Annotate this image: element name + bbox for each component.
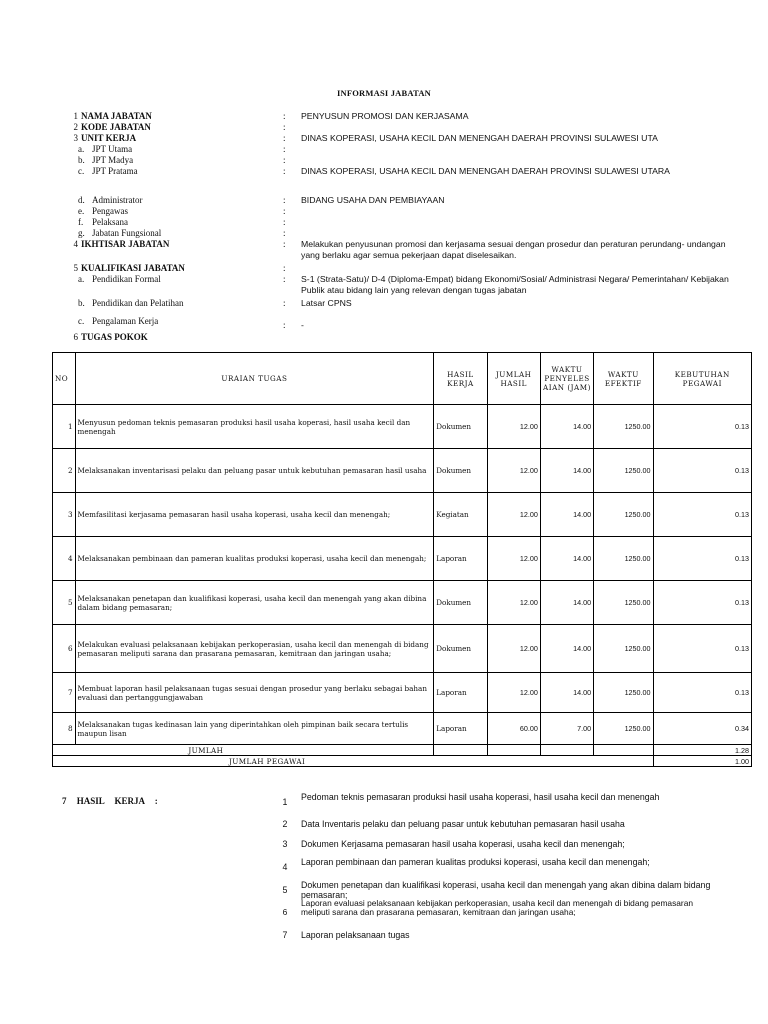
jumlah-value: 1.28 — [653, 745, 751, 756]
item-number: 2 — [73, 122, 78, 132]
row-uraian: Melaksanakan inventarisasi pelaku dan peluang pasar untuk kebutuhan pemasaran hasil usaha — [75, 449, 434, 493]
hasil-item — [280, 839, 720, 850]
hasil-item-text: Dokumen Kerjasama pemasaran hasil usaha koperasi, usaha kecil dan menengah; — [301, 839, 625, 849]
table-row — [53, 493, 752, 537]
hasil-item-number: 4 — [282, 862, 288, 872]
document-title: INFORMASI JABATAN — [337, 88, 431, 98]
item-letter: b. — [78, 155, 85, 165]
info-pengawas — [0, 206, 768, 217]
row-uraian: Melaksanakan pembinaan dan pameran kualitas produksi koperasi, usaha kecil dan menengah; — [75, 537, 434, 581]
item-number: 5 — [73, 263, 78, 273]
row-uraian: Melakukan evaluasi pelaksanaan kebijakan perkoperasian, usaha kecil dan menengah di bidang pemasaran meliputi sarana dan prasarana pemasaran, kemitraan dan jaringan usaha; — [75, 625, 434, 673]
hasil-item — [280, 857, 720, 879]
item-letter: a. — [78, 144, 85, 154]
row-kebutuhan: 0.13 — [653, 537, 751, 581]
row-uraian: Menyusun pedoman teknis pemasaran produksi hasil usaha koperasi, hasil usaha kecil dan menengah — [75, 405, 434, 449]
row-waktu: 14.00 — [540, 625, 593, 673]
table-row — [53, 673, 752, 713]
tugas-pokok-table — [52, 352, 752, 767]
info-kualifikasi — [0, 263, 768, 274]
jumlah-row — [53, 745, 752, 756]
hasil-item-text: Laporan pelaksanaan tugas — [301, 930, 410, 940]
item-letter: d. — [78, 195, 85, 205]
row-jumlah: 12.00 — [487, 405, 540, 449]
row-efektif: 1250.00 — [594, 581, 653, 625]
info-pelaksana — [0, 217, 768, 228]
field-value: PENYUSUN PROMOSI DAN KERJASAMA — [301, 111, 469, 121]
table-row — [53, 537, 752, 581]
hasil-item-number: 5 — [282, 885, 288, 895]
info-pendidikan-formal — [0, 274, 768, 296]
row-efektif: 1250.00 — [594, 625, 653, 673]
item-number: 1 — [73, 111, 78, 121]
row-jumlah: 12.00 — [487, 537, 540, 581]
info-jpt-utama — [0, 144, 768, 155]
jumlah-pegawai-value: 1.00 — [653, 756, 751, 767]
row-kebutuhan: 0.13 — [653, 449, 751, 493]
item-letter: b. — [78, 298, 85, 308]
colon: : — [283, 228, 286, 238]
colon: : — [283, 122, 286, 132]
jumlah-pegawai-label: JUMLAH PEGAWAI — [53, 756, 654, 767]
row-hasil: Dokumen — [434, 581, 487, 625]
field-label: NAMA JABATAN — [81, 111, 152, 121]
hasil-item-number: 7 — [282, 930, 288, 940]
hasil-item-text: Dokumen penetapan dan kualifikasi koperasi, usaha kecil dan menengah yang akan dibina dalam bidang pemasaran; — [301, 880, 711, 900]
colon: : — [283, 155, 286, 165]
row-jumlah: 60.00 — [487, 713, 540, 745]
row-waktu: 14.00 — [540, 673, 593, 713]
colon: : — [283, 133, 286, 143]
hasil-item — [280, 792, 720, 814]
field-label: Jabatan Fungsional — [92, 228, 162, 238]
field-label: Administrator — [92, 195, 143, 205]
field-label: JPT Pratama — [92, 166, 138, 176]
row-kebutuhan: 0.13 — [653, 493, 751, 537]
item-letter: c. — [78, 166, 85, 176]
header-jumlah: JUMLAH HASIL — [487, 353, 540, 405]
row-waktu: 14.00 — [540, 493, 593, 537]
hasil-item — [280, 930, 720, 941]
row-uraian: Melaksanakan penetapan dan kualifikasi koperasi, usaha kecil dan menengah yang akan dibina dalam bidang pemasaran; — [75, 581, 434, 625]
row-kebutuhan: 0.34 — [653, 713, 751, 745]
row-hasil: Dokumen — [434, 625, 487, 673]
info-pengalaman — [0, 316, 768, 330]
row-kebutuhan: 0.13 — [653, 405, 751, 449]
hasil-item-text: Laporan pembinaan dan pameran kualitas produksi koperasi, usaha kecil dan menengah; — [301, 857, 650, 867]
row-no: 6 — [53, 625, 76, 673]
item-letter: e. — [78, 206, 85, 216]
row-no: 7 — [53, 673, 76, 713]
header-waktu-penyelesaian: WAKTU PENYELES AIAN (JAM) — [540, 353, 593, 405]
hasil-item-text: Pedoman teknis pemasaran produksi hasil usaha koperasi, hasil usaha kecil dan menengah — [301, 792, 660, 802]
row-jumlah: 12.00 — [487, 449, 540, 493]
item-number: 3 — [73, 133, 78, 143]
header-hasil: HASIL KERJA — [434, 353, 487, 405]
field-label: Pelaksana — [92, 217, 128, 227]
field-value: Latsar CPNS — [301, 298, 352, 308]
row-efektif: 1250.00 — [594, 673, 653, 713]
row-no: 8 — [53, 713, 76, 745]
row-no: 4 — [53, 537, 76, 581]
row-waktu: 7.00 — [540, 713, 593, 745]
row-efektif: 1250.00 — [594, 405, 653, 449]
row-no: 3 — [53, 493, 76, 537]
hasil-item-number: 6 — [282, 907, 288, 917]
info-ikhtisar — [0, 239, 768, 261]
row-no: 2 — [53, 449, 76, 493]
field-value: Melakukan penyusunan promosi dan kerjasama sesuai dengan prosedur dan peraturan perundang- undangan yang berlaku agar semua pekerjaan dapat diselesaikan. — [301, 239, 726, 260]
row-hasil: Laporan — [434, 713, 487, 745]
row-jumlah: 12.00 — [487, 625, 540, 673]
item-number: 4 — [73, 239, 78, 249]
colon: : — [283, 111, 286, 121]
colon: : — [283, 263, 286, 273]
row-waktu: 14.00 — [540, 581, 593, 625]
row-uraian: Melaksanakan tugas kedinasan lain yang diperintahkan oleh pimpinan baik secara tertulis maupun lisan — [75, 713, 434, 745]
row-hasil: Laporan — [434, 537, 487, 581]
info-kode-jabatan — [0, 122, 768, 133]
field-label: Pendidikan dan Pelatihan — [92, 298, 184, 308]
hasil-item-text: Laporan evaluasi pelaksanaan kebijakan perkoperasian, usaha kecil dan menengah di bidang pemasaran meliputi sarana dan prasarana pemasaran, kemitraan dan jaringan usaha; — [301, 899, 694, 917]
colon: : — [283, 144, 286, 154]
row-hasil: Laporan — [434, 673, 487, 713]
jumlah-label: JUMLAH — [53, 745, 434, 756]
hasil-item — [280, 819, 720, 830]
info-nama-jabatan — [0, 111, 768, 122]
colon: : — [283, 320, 286, 330]
row-waktu: 14.00 — [540, 405, 593, 449]
header-no: NO — [53, 353, 76, 405]
header-uraian: URAIAN TUGAS — [75, 353, 434, 405]
row-no: 1 — [53, 405, 76, 449]
field-label: Pendidikan Formal — [92, 274, 161, 284]
field-value: DINAS KOPERASI, USAHA KECIL DAN MENENGAH DAERAH PROVINSI SULAWESI UTA — [301, 133, 658, 143]
info-fungsional — [0, 228, 768, 239]
info-administrator — [0, 195, 768, 206]
field-label: KUALIFIKASI JABATAN — [81, 263, 185, 273]
info-jpt-pratama — [0, 166, 768, 188]
table-row — [53, 581, 752, 625]
row-jumlah: 12.00 — [487, 673, 540, 713]
header-kebutuhan: KEBUTUHAN PEGAWAI — [653, 353, 751, 405]
item-letter: c. — [78, 316, 85, 326]
item-letter: f. — [78, 217, 84, 227]
item-number: 6 — [73, 332, 78, 342]
field-label: JPT Utama — [92, 144, 133, 154]
hasil-kerja-label: HASIL KERJA : — [76, 796, 158, 806]
field-label: Pengawas — [92, 206, 128, 216]
hasil-item-number: 1 — [282, 797, 288, 807]
table-header-row — [53, 353, 752, 405]
field-label: Pengalaman Kerja — [92, 316, 159, 326]
table-row — [53, 625, 752, 673]
row-efektif: 1250.00 — [594, 449, 653, 493]
row-hasil: Dokumen — [434, 449, 487, 493]
info-jpt-madya — [0, 155, 768, 166]
colon: : — [283, 298, 286, 308]
row-kebutuhan: 0.13 — [653, 581, 751, 625]
hasil-kerja-number: 7 — [62, 796, 67, 806]
colon: : — [283, 195, 286, 205]
info-pendidikan-pelatihan — [0, 298, 768, 309]
field-label: TUGAS POKOK — [81, 332, 148, 342]
row-hasil: Kegiatan — [434, 493, 487, 537]
info-unit-kerja — [0, 133, 768, 144]
colon: : — [283, 217, 286, 227]
row-jumlah: 12.00 — [487, 493, 540, 537]
row-uraian: Membuat laporan hasil pelaksanaan tugas sesuai dengan prosedur yang berlaku sebagai bahan evaluasi dan pertanggungjawaban — [75, 673, 434, 713]
row-waktu: 14.00 — [540, 449, 593, 493]
hasil-item — [280, 899, 720, 925]
item-letter: g. — [78, 228, 85, 238]
field-value: S-1 (Strata-Satu)/ D-4 (Diploma-Empat) bidang Ekonomi/Sosial/ Administrasi Negara/ Pemerintahan/ Kebijakan Publik atau bidang lain yang relevan dengan tugas jabatan — [301, 274, 729, 295]
row-no: 5 — [53, 581, 76, 625]
table-row — [53, 713, 752, 745]
hasil-item — [280, 880, 720, 900]
row-jumlah: 12.00 — [487, 581, 540, 625]
colon: : — [283, 274, 286, 284]
hasil-item-number: 2 — [282, 819, 288, 829]
row-hasil: Dokumen — [434, 405, 487, 449]
field-label: KODE JABATAN — [81, 122, 151, 132]
table-row — [53, 405, 752, 449]
row-kebutuhan: 0.13 — [653, 673, 751, 713]
row-uraian: Memfasilitasi kerjasama pemasaran hasil usaha koperasi, usaha kecil dan menengah; — [75, 493, 434, 537]
hasil-item-text: Data Inventaris pelaku dan peluang pasar untuk kebutuhan pemasaran hasil usaha — [301, 819, 625, 829]
field-label: JPT Madya — [92, 155, 134, 165]
colon: : — [283, 166, 286, 176]
row-efektif: 1250.00 — [594, 537, 653, 581]
row-efektif: 1250.00 — [594, 713, 653, 745]
jumlah-pegawai-row — [53, 756, 752, 767]
field-value: DINAS KOPERASI, USAHA KECIL DAN MENENGAH DAERAH PROVINSI SULAWESI UTARA — [301, 166, 670, 176]
field-label: IKHTISAR JABATAN — [81, 239, 170, 249]
info-tugas-pokok — [0, 332, 768, 343]
field-value: - — [301, 320, 304, 330]
header-waktu-efektif: WAKTU EFEKTIF — [594, 353, 653, 405]
row-efektif: 1250.00 — [594, 493, 653, 537]
hasil-kerja-heading — [62, 796, 158, 806]
item-letter: a. — [78, 274, 85, 284]
hasil-item-number: 3 — [282, 839, 288, 849]
table-row — [53, 449, 752, 493]
colon: : — [283, 206, 286, 216]
field-label: UNIT KERJA — [81, 133, 137, 143]
row-waktu: 14.00 — [540, 537, 593, 581]
field-value: BIDANG USAHA DAN PEMBIAYAAN — [301, 195, 445, 205]
row-kebutuhan: 0.13 — [653, 625, 751, 673]
colon: : — [283, 239, 286, 249]
